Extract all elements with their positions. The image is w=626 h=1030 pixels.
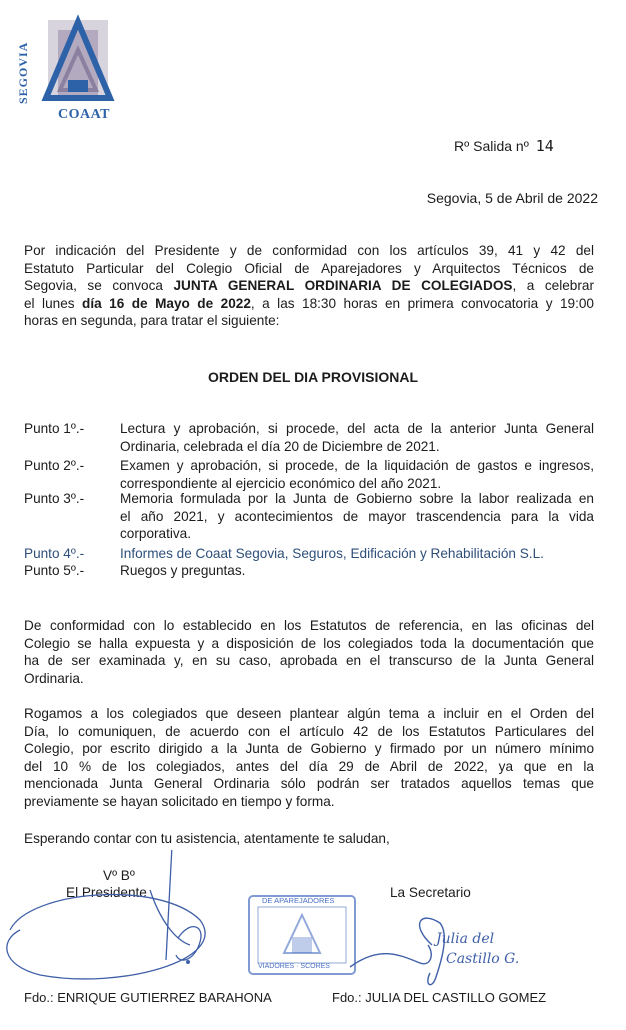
agenda-item-number: Punto 5º.- <box>24 563 85 578</box>
secretary-scrawl-line-2: Castillo G. <box>446 951 520 967</box>
meeting-date: día 16 de Mayo de 2022 <box>82 295 251 311</box>
agenda-title: ORDEN DEL DIA PROVISIONAL <box>207 369 419 385</box>
salida-number: 14 <box>535 137 554 155</box>
registro-salida <box>454 137 554 155</box>
documentation-paragraph: De conformidad con lo establecido en los Estatutos de referencia, en las oficinas del Colegio se halla expuesta y a disposición de los colegiados toda la documentación que ha de ser examinada y, en su caso, aprobada en el transcurso de la Junta General Ordinaria. <box>24 618 594 686</box>
intro-line: el lunes día 16 de Mayo de 2022, a las 18:30 horas en primera convocatoria y 19:00 <box>24 295 594 311</box>
letterhead-org: COAAT <box>58 107 111 122</box>
secretary-scrawl-line-1: Julia del <box>436 931 495 947</box>
president-name: Fdo.: ENRIQUE GUTIERREZ BARAHONA <box>24 990 272 1005</box>
agenda-item-number: Punto 1º.- <box>24 421 85 436</box>
agenda-item-text: Lectura y aprobación, si procede, del acta de la anterior Junta General Ordinaria, celebrada el día 20 de Diciembre de 2021. <box>120 421 594 454</box>
proposals-paragraph: Rogamos a los colegiados que deseen plantear algún tema a incluir en el Orden del Día, lo comuniquen, de acuerdo con el artículo 42 de los Estatutos Particulares del Colegio, por escrito dirigido a la Junta de Gobierno y firmado por un número mínimo del 10 % de los colegiados, antes del día 29 de Abril de 2022, ya que en la mencionada Junta General Ordinaria sólo podrán ser tratados aquellos temas que previamente se hayan solicitado en tiempo y forma. <box>24 706 594 809</box>
agenda-item-text: Ruegos y preguntas. <box>120 563 246 578</box>
agenda-item-number: Punto 2º.- <box>24 458 85 473</box>
agenda-item-text: Memoria formulada por la Junta de Gobierno sobre la labor realizada en el año 2021, y acontecimientos de mayor trascendencia para la vida corporativa. <box>120 491 594 541</box>
intro-line: Segovia, se convoca JUNTA GENERAL ORDINARIA DE COLEGIADOS, a celebrar <box>24 278 594 293</box>
secretary-name: Fdo.: JULIA DEL CASTILLO GOMEZ <box>332 990 547 1005</box>
closing-line: Esperando contar con tu asistencia, atentamente te saludan, <box>24 831 390 846</box>
president-role: El Presidente <box>66 885 147 900</box>
coaat-logo <box>28 10 120 122</box>
agenda-item-text: Informes de Coaat Segovia, Seguros, Edificación y Rehabilitación S.L. <box>120 546 544 561</box>
agenda-item-text: Examen y aprobación, si procede, de la liquidación de gastos e ingresos, correspondiente al ejercicio económico del año 2021. <box>120 458 594 491</box>
stamp-text-bottom: VIADORES · SCORES <box>258 963 330 970</box>
junta-title: JUNTA GENERAL ORDINARIA DE COLEGIADOS <box>173 278 513 293</box>
letterhead-side-text: SEGOVIA <box>16 41 30 104</box>
vobo-label: Vº Bº <box>103 868 135 883</box>
secretary-signature-flourish <box>340 905 570 995</box>
agenda-item-number: Punto 3º.- <box>24 491 85 506</box>
intro-line: horas en segunda, para tratar el siguiente: <box>24 313 280 328</box>
secretary-role: La Secretario <box>390 885 471 900</box>
intro-line: Estatuto Particular del Colegio Oficial de Aparejadores y Arquitectos Técnicos de <box>24 260 594 276</box>
stamp-text-top: DE APAREJADORES <box>262 896 335 905</box>
intro-paragraph <box>24 242 594 330</box>
salida-label: Rº Salida nº <box>454 138 529 154</box>
document-date: Segovia, 5 de Abril de 2022 <box>426 190 598 206</box>
agenda-item-number: Punto 4º.- <box>24 546 85 561</box>
intro-line: Por indicación del Presidente y de conformidad con los artículos 39, 41 y 42 del <box>24 243 594 258</box>
